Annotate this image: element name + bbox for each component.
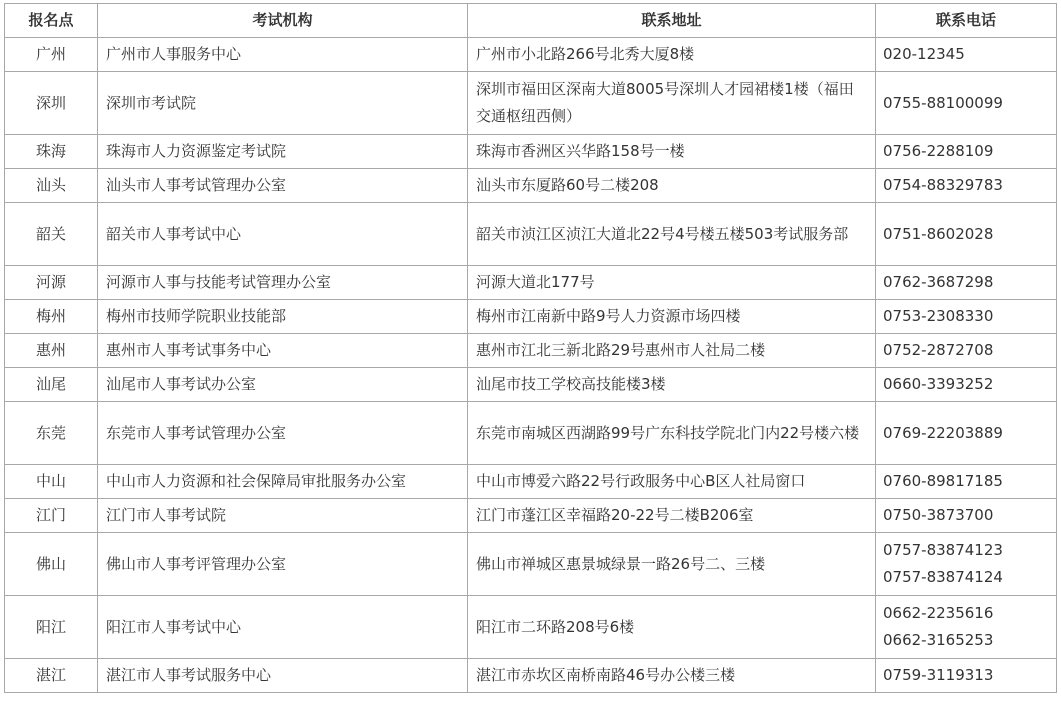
phone-cell <box>876 266 1057 300</box>
header-organization: 考试机构 <box>98 4 468 38</box>
phone-number: 0660-3393252 <box>883 375 994 393</box>
city-cell: 梅州 <box>5 300 98 334</box>
city-cell: 广州 <box>5 38 98 72</box>
phone-number: 0755-88100099 <box>883 93 1003 112</box>
organization-cell: 广州市人事服务中心 <box>98 38 468 72</box>
city-cell: 惠州 <box>5 334 98 368</box>
table-row <box>5 659 1057 693</box>
address-cell: 梅州市江南新中路9号人力资源市场四楼 <box>468 300 876 334</box>
header-address: 联系地址 <box>468 4 876 38</box>
phone-number: 0662-3165253 <box>883 631 994 649</box>
organization-cell: 韶关市人事考试中心 <box>98 203 468 266</box>
city-cell: 珠海 <box>5 135 98 169</box>
phone-number: 0759-3119313 <box>883 666 994 684</box>
phone-number: 0757-83874124 <box>883 568 1003 586</box>
city-cell: 江门 <box>5 499 98 533</box>
organization-cell: 阳江市人事考试中心 <box>98 596 468 659</box>
phone-cell <box>876 300 1057 334</box>
table-row <box>5 499 1057 533</box>
organization-cell: 惠州市人事考试事务中心 <box>98 334 468 368</box>
phone-cell <box>876 533 1057 596</box>
table-row <box>5 334 1057 368</box>
organization-cell: 汕尾市人事考试办公室 <box>98 368 468 402</box>
phone-number: 0662-2235616 <box>883 604 994 622</box>
phone-cell <box>876 72 1057 135</box>
organization-cell: 湛江市人事考试服务中心 <box>98 659 468 693</box>
address-cell: 汕尾市技工学校高技能楼3楼 <box>468 368 876 402</box>
table-row <box>5 38 1057 72</box>
organization-cell: 河源市人事与技能考试管理办公室 <box>98 266 468 300</box>
table-header-row <box>5 4 1057 38</box>
phone-number: 0757-83874123 <box>883 541 1003 559</box>
address-cell: 中山市博爱六路22号行政服务中心B区人社局窗口 <box>468 465 876 499</box>
phone-number: 0754-88329783 <box>883 176 1003 194</box>
table-row <box>5 266 1057 300</box>
phone-number: 0762-3687298 <box>883 273 994 291</box>
phone-number: 0760-89817185 <box>883 472 1003 490</box>
city-cell: 深圳 <box>5 72 98 135</box>
phone-cell <box>876 659 1057 693</box>
phone-number: 0750-3873700 <box>883 506 994 524</box>
city-cell: 汕头 <box>5 169 98 203</box>
phone-number: 0751-8602028 <box>883 224 994 243</box>
address-cell: 佛山市禅城区惠景城绿景一路26号二、三楼 <box>468 533 876 596</box>
organization-cell: 梅州市技师学院职业技能部 <box>98 300 468 334</box>
city-cell: 河源 <box>5 266 98 300</box>
city-cell: 东莞 <box>5 402 98 465</box>
address-cell: 湛江市赤坎区南桥南路46号办公楼三楼 <box>468 659 876 693</box>
table-row <box>5 300 1057 334</box>
table-row <box>5 402 1057 465</box>
header-phone: 联系电话 <box>876 4 1057 38</box>
city-cell: 佛山 <box>5 533 98 596</box>
phone-number: 0769-22203889 <box>883 423 1003 442</box>
phone-cell <box>876 334 1057 368</box>
address-cell: 珠海市香洲区兴华路158号一楼 <box>468 135 876 169</box>
city-cell: 韶关 <box>5 203 98 266</box>
organization-cell: 汕头市人事考试管理办公室 <box>98 169 468 203</box>
address-cell: 广州市小北路266号北秀大厦8楼 <box>468 38 876 72</box>
phone-number: 020-12345 <box>883 45 965 63</box>
table-row <box>5 465 1057 499</box>
organization-cell: 深圳市考试院 <box>98 72 468 135</box>
table-row <box>5 368 1057 402</box>
address-cell: 深圳市福田区深南大道8005号深圳人才园裙楼1楼（福田交通枢纽西侧） <box>468 72 876 135</box>
city-cell: 中山 <box>5 465 98 499</box>
organization-cell: 东莞市人事考试管理办公室 <box>98 402 468 465</box>
city-cell: 汕尾 <box>5 368 98 402</box>
phone-cell <box>876 169 1057 203</box>
table-row <box>5 596 1057 659</box>
address-cell: 江门市蓬江区幸福路20-22号二楼B206室 <box>468 499 876 533</box>
header-city: 报名点 <box>5 4 98 38</box>
phone-number: 0756-2288109 <box>883 142 994 160</box>
city-cell: 湛江 <box>5 659 98 693</box>
address-cell: 河源大道北177号 <box>468 266 876 300</box>
phone-cell <box>876 465 1057 499</box>
table-row <box>5 533 1057 596</box>
table-row <box>5 169 1057 203</box>
address-cell: 汕头市东厦路60号二楼208 <box>468 169 876 203</box>
phone-cell <box>876 135 1057 169</box>
phone-cell <box>876 596 1057 659</box>
phone-cell <box>876 402 1057 465</box>
address-cell: 韶关市浈江区浈江大道北22号4号楼五楼503考试服务部 <box>468 203 876 266</box>
address-cell: 惠州市江北三新北路29号惠州市人社局二楼 <box>468 334 876 368</box>
organization-cell: 江门市人事考试院 <box>98 499 468 533</box>
address-cell: 阳江市二环路208号6楼 <box>468 596 876 659</box>
phone-cell <box>876 368 1057 402</box>
organization-cell: 珠海市人力资源鉴定考试院 <box>98 135 468 169</box>
organization-cell: 中山市人力资源和社会保障局审批服务办公室 <box>98 465 468 499</box>
exam-centers-table <box>4 3 1057 693</box>
city-cell: 阳江 <box>5 596 98 659</box>
table-row <box>5 135 1057 169</box>
phone-cell <box>876 499 1057 533</box>
table-row <box>5 72 1057 135</box>
table-row <box>5 203 1057 266</box>
phone-number: 0753-2308330 <box>883 307 994 325</box>
phone-number: 0752-2872708 <box>883 341 994 359</box>
phone-cell <box>876 203 1057 266</box>
organization-cell: 佛山市人事考评管理办公室 <box>98 533 468 596</box>
phone-cell <box>876 38 1057 72</box>
address-cell: 东莞市南城区西湖路99号广东科技学院北门内22号楼六楼 <box>468 402 876 465</box>
